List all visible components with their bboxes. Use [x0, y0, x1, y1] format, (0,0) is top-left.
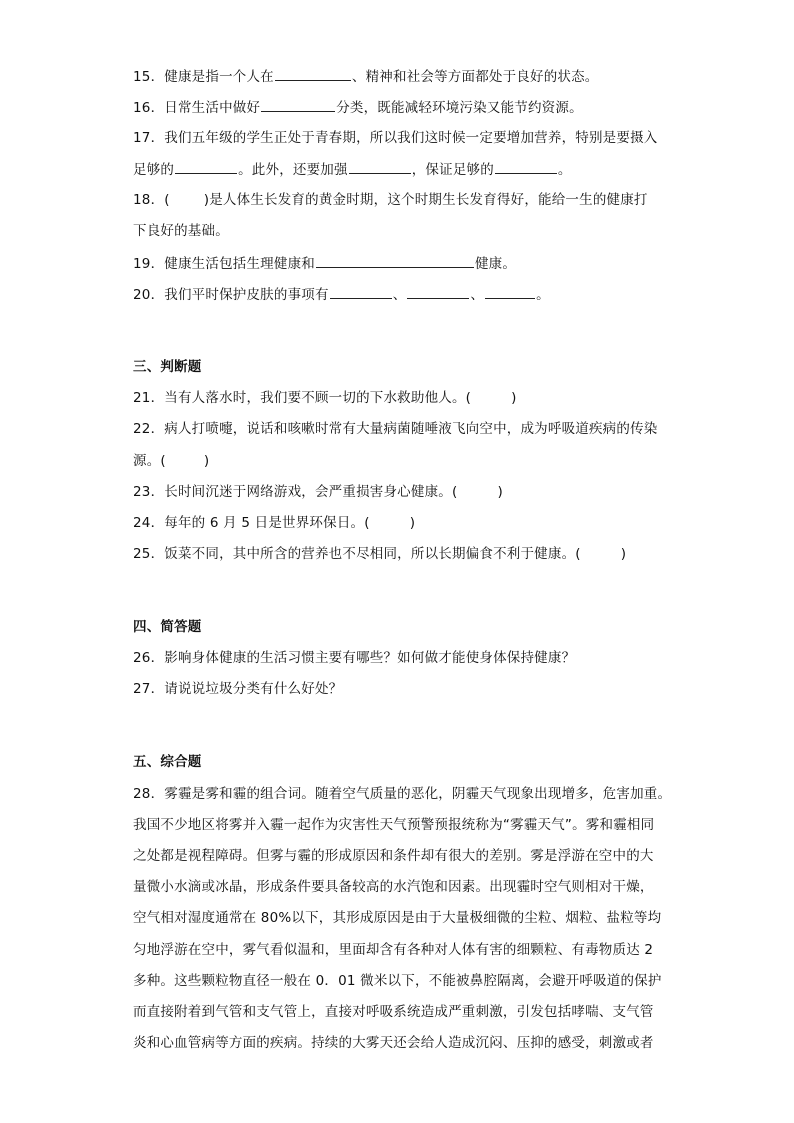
question-text: 。	[536, 287, 550, 303]
answer-paren-close: )	[203, 453, 210, 469]
separator: 、	[392, 287, 407, 303]
question-text: 健康。	[474, 256, 517, 272]
passage-line: 多种。这些颗粒物直径一般在 0．01 微米以下，不能被鼻腔隔离，会避开呼吸道的保护	[133, 973, 662, 989]
passage-line: 28．雾霾是雾和霾的组合词。随着空气质量的恶化，阴霾天气现象出现增多，危害加重。	[133, 786, 672, 802]
question-text: 健康是指一个人在	[164, 69, 274, 85]
passage-line: 量微小水滴或冰晶，形成条件要具备较高的水汽饱和因素。出现霾时空气则相对干燥，	[133, 879, 654, 895]
passage-line: 我国不少地区将雾并入霾一起作为灾害性天气预警预报统称为“雾霾天气”。雾和霾相同	[133, 817, 655, 833]
passage-line: 空气相对湿度通常在 80%以下，其形成原因是由于大量极细微的尘粒、烟粒、盐粒等均	[133, 910, 662, 926]
question-text: 我们五年级的学生正处于青春期，所以我们这时候一定要增加营养，特别是要摄入	[164, 130, 658, 146]
passage-line: 而直接附着到气管和支气管上，直接对呼吸系统造成严重刺激，引发包括哮喘、支气管	[133, 1004, 654, 1020]
question-number: 27．	[133, 681, 165, 697]
answer-paren-close: )	[511, 390, 517, 406]
question-number: 16．	[133, 100, 165, 116]
question-18-continued	[133, 221, 229, 241]
question-number: 20．	[133, 287, 165, 303]
question-text: 源。(	[133, 453, 166, 469]
question-text: 分类，既能减轻环境污染又能节约资源。	[336, 100, 583, 116]
question-text: 。	[557, 162, 572, 178]
question-text: 每年的 6 月 5 日是世界环保日。(	[164, 515, 370, 531]
question-17	[133, 128, 657, 148]
answer-blank[interactable]	[261, 97, 335, 112]
question-16	[133, 97, 583, 118]
question-27	[133, 679, 342, 699]
answer-blank[interactable]	[275, 66, 351, 81]
question-19	[133, 253, 516, 274]
question-25	[133, 544, 626, 564]
question-text: 下良好的基础。	[133, 223, 229, 239]
question-number: 17．	[133, 130, 165, 146]
question-text: 。此外，还要加强	[238, 162, 348, 178]
question-text: 是人体生长发育的黄金时期，这个时期生长发育得好，能给一生的健康打	[209, 192, 648, 208]
question-text: 病人打喷嚏，说话和咳嗽时常有大量病菌随唾液飞向空中，成为呼吸道疾病的传染	[164, 421, 658, 437]
answer-blank[interactable]	[316, 253, 474, 268]
answer-blank[interactable]	[485, 284, 535, 299]
answer-paren-close: )	[497, 484, 503, 500]
answer-blank[interactable]	[330, 284, 392, 299]
question-22	[133, 419, 657, 439]
question-number: 15．	[133, 69, 165, 85]
question-number: 22．	[133, 421, 165, 437]
question-text: 、精神和社会等方面都处于良好的状态。	[351, 69, 599, 85]
answer-blank[interactable]	[407, 284, 469, 299]
question-17-continued	[133, 159, 572, 180]
question-26	[133, 648, 575, 668]
answer-paren-close: )	[409, 515, 416, 531]
question-text: 足够的	[133, 162, 175, 178]
question-number: 24．	[133, 515, 165, 531]
answer-paren-open: (	[164, 192, 170, 208]
question-text: 健康生活包括生理健康和	[164, 256, 315, 272]
question-22-continued	[133, 451, 209, 471]
answer-blank[interactable]	[349, 159, 411, 174]
question-20	[133, 284, 550, 305]
passage-line: 匀地浮游在空中，雾气看似温和，里面却含有各种对人体有害的细颗粒、有毒物质达 2	[133, 942, 654, 958]
question-number: 18．	[133, 192, 165, 208]
question-text: 当有人落水时，我们要不顾一切的下水救助他人。(	[164, 390, 472, 406]
question-text: 影响身体健康的生活习惯主要有哪些？如何做才能使身体保持健康？	[164, 650, 576, 666]
answer-blank[interactable]	[495, 159, 557, 174]
question-number: 19．	[133, 256, 165, 272]
question-24	[133, 513, 415, 533]
question-number: 23．	[133, 484, 165, 500]
question-text: 长时间沉迷于网络游戏，会严重损害身心健康。(	[164, 484, 458, 500]
question-text: ，保证足够的	[411, 162, 494, 178]
question-number: 25．	[133, 546, 165, 562]
passage-line: 炎和心血管病等方面的疾病。持续的大雾天还会给人造成沉闷、压抑的感受，刺激或者	[133, 1035, 654, 1051]
answer-paren-close: )	[203, 192, 210, 208]
question-21	[133, 388, 517, 408]
question-text: 我们平时保护皮肤的事项有	[164, 287, 329, 303]
question-text: 饭菜不同，其中所含的营养也不尽相同，所以长期偏食不利于健康。(	[164, 546, 581, 562]
section-heading: 三、判断题	[133, 359, 202, 375]
question-text: 请说说垃圾分类有什么好处？	[164, 681, 343, 697]
question-23	[133, 482, 503, 502]
section-heading: 四、简答题	[133, 619, 202, 635]
passage-line: 之处都是视程障碍。但雾与霾的形成原因和条件却有很大的差别。雾是浮游在空中的大	[133, 848, 654, 864]
section-heading: 五、综合题	[133, 754, 202, 770]
answer-blank[interactable]	[175, 159, 237, 174]
question-text: 日常生活中做好	[164, 100, 261, 116]
question-number: 26．	[133, 650, 165, 666]
separator: 、	[470, 287, 485, 303]
question-15	[133, 66, 599, 87]
question-number: 21．	[133, 390, 165, 406]
answer-paren-close: )	[620, 546, 627, 562]
question-18	[133, 190, 648, 210]
